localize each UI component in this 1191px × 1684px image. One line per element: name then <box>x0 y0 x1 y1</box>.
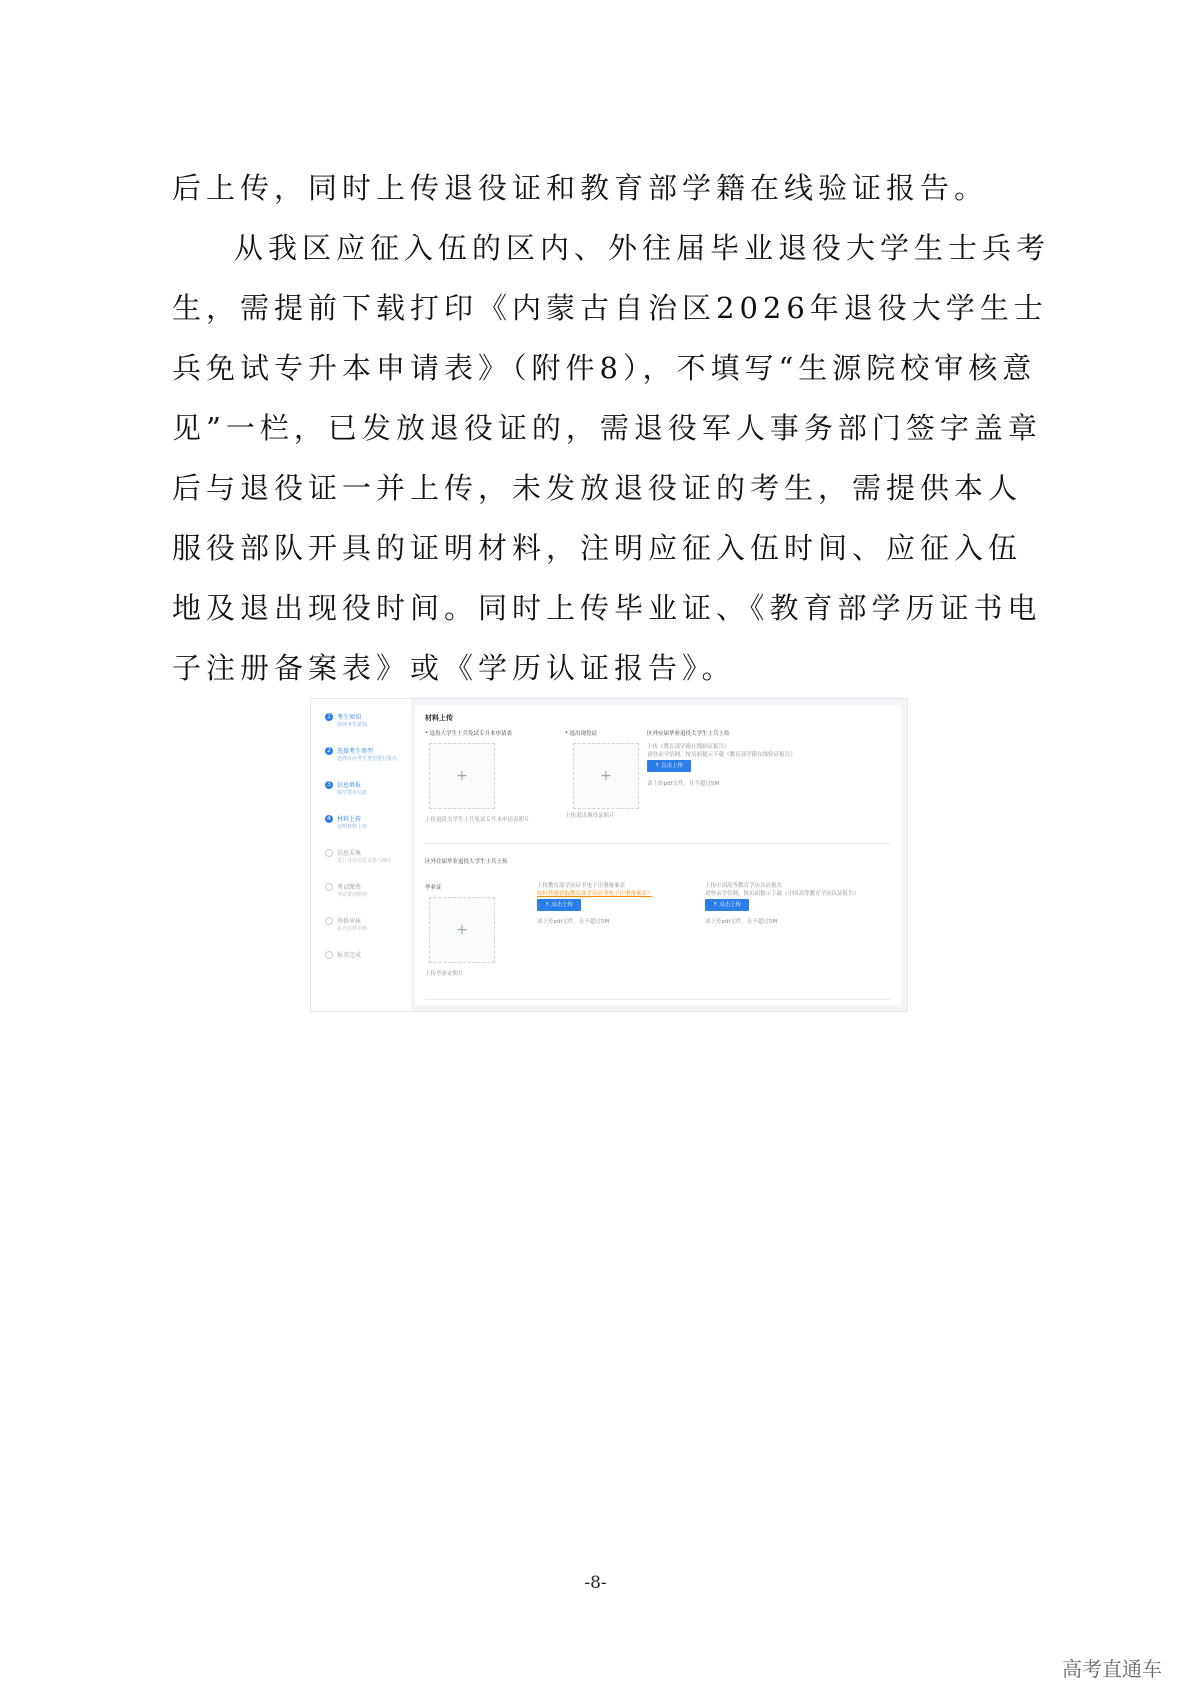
step-title: 材料上传 <box>337 816 362 823</box>
upload-button[interactable]: ↑ 点击上传 <box>537 899 581 911</box>
document-body <box>172 158 1052 698</box>
step-subtitle: 报名资格审核 <box>337 926 368 932</box>
upload-button[interactable]: ↑ 点击上传 <box>647 760 691 772</box>
field-label: * 退役大学生士兵免试专升本申请表 <box>425 731 512 737</box>
panel-title: 材料上传 <box>425 714 453 722</box>
field-instruction: 上传教育部学历证书电子注册备案表 <box>537 883 626 889</box>
paragraph-1: 后上传，同时上传退役证和教育部学籍在线验证报告。 <box>172 171 989 205</box>
step-title: 信息采集 <box>337 850 362 857</box>
step-dot-icon: 2 <box>325 747 333 755</box>
section-title: 区外往届毕业退役大学生士兵上传 <box>425 859 508 865</box>
field-instruction: 请登录学信网，按页面提示下载《教育部学籍在线验证报告》 <box>647 752 796 758</box>
field-label: 毕业证 <box>425 885 442 891</box>
page-number: -8- <box>584 1573 607 1593</box>
step-dot-icon <box>325 951 333 959</box>
step-title: 选择考生类型 <box>337 748 374 755</box>
step-title: 考试缴费 <box>337 884 362 891</box>
upload-hint: 上传退出现役证照片 <box>565 813 615 819</box>
step-title: 考生须知 <box>337 714 362 721</box>
watermark-text: 高考直通车 <box>1062 1657 1162 1681</box>
step-subtitle: 阅读考生须知 <box>337 722 368 728</box>
step-subtitle: 证明材料上传 <box>337 824 368 830</box>
file-hint: 请上传pdf文件，且不超过5M <box>537 919 610 925</box>
upload-hint: 上传毕业证照片 <box>425 971 464 977</box>
step-title: 报名完成 <box>337 952 362 959</box>
upload-button[interactable]: ↑ 点击上传 <box>705 899 749 911</box>
step-dot-icon <box>325 849 333 857</box>
help-link[interactable]: 如何快速获取教育部学历证书电子注册备案表？ <box>537 891 653 897</box>
divider <box>425 843 891 844</box>
step-dot-icon: 1 <box>325 713 333 721</box>
step-subtitle: 填写基本信息 <box>337 790 368 796</box>
upload-hint: 上传退役大学生士兵免试专升本申请表照片 <box>425 817 530 823</box>
file-hint: 请上传pdf文件，且不超过5M <box>647 781 720 787</box>
divider <box>425 999 891 1000</box>
upload-box[interactable]: + <box>573 743 639 809</box>
upload-panel <box>415 705 901 1005</box>
step-subtitle: 进行身份信息采集与确认 <box>337 858 393 864</box>
step-dot-icon: 4 <box>325 815 333 823</box>
step-dot-icon <box>325 883 333 891</box>
upload-box[interactable]: + <box>429 743 495 809</box>
field-label: * 退出现役证 <box>565 731 597 737</box>
paragraph-2: 从我区应征入伍的区内、外往届毕业退役大学生士兵考生，需提前下载打印《内蒙古自治区2026年退役大学生士兵免试专升本申请表》（附件8），不填写“生源院校审核意见”一栏，已发放退役证的，需退役军人事务部门签字盖章后与退役证一并上传，未发放退役证的考生，需提供本人服役部队开具的证明材料，注明应征入伍时间、应征入伍地及退出现役时间。同时上传毕业证、《教育部学历证书电子注册备案表》或《学历认证报告》。 <box>172 231 1051 685</box>
step-subtitle: 选择对应考生类型进行报名 <box>337 756 398 762</box>
step-dot-icon: 3 <box>325 781 333 789</box>
step-title: 资格审核 <box>337 918 362 925</box>
field-instruction: 上传《教育部学籍在线验证报告》 <box>647 744 730 750</box>
field-label: 区外应届毕业退役大学生士兵上传 <box>647 731 730 737</box>
step-title: 信息填报 <box>337 782 362 789</box>
step-sidebar <box>311 699 411 1011</box>
embedded-screenshot <box>310 698 908 1012</box>
field-instruction: 上传中国高等教育学历认证报告 <box>705 883 783 889</box>
step-dot-icon <box>325 917 333 925</box>
field-instruction: 请登录学信网，按页面提示下载《中国高等教育学历认证报告》 <box>705 891 860 897</box>
upload-box[interactable]: + <box>429 897 495 963</box>
step-subtitle: 考试费用缴纳 <box>337 892 368 898</box>
file-hint: 请上传pdf文件，且不超过5M <box>705 919 778 925</box>
